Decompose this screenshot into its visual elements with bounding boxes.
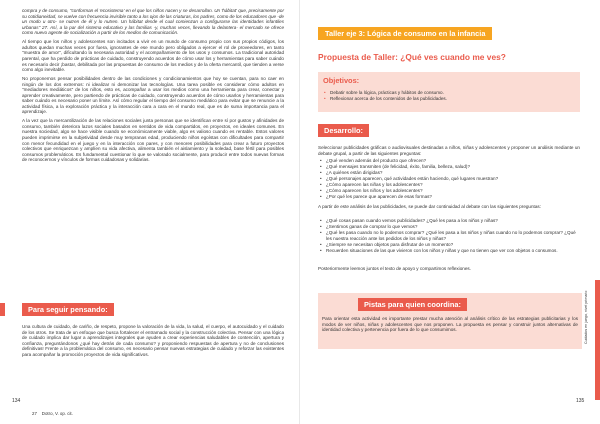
page-number-right: 135 — [576, 398, 585, 404]
intro-paragraph-2: Al tiempo que los niños y adolescentes son incitados a vivir en un mundo de consumo propio con sus propios códigos, los adultos quedan muchas veces por fuera, ignorantes de ese mundo pero obligados a ejercer el rol de proveedores, en tanto "muestra de amor", dificultando la necesaria autoridad y el acompañamiento de los usos y consumos. La tradicional autoridad parental, que ha perdido de prácticas de cuidado, construyendo acuerdos de cómo usar los y herramientas para saber cuándo es necesario decir ¡basta!, debilitada por las propuestas de consumo de los medios y de la oferta mercantil, que tienden a verse como algo inevitable. — [22, 39, 284, 73]
question-item: • ¿Qué les pasa cuando no lo podemos comprar? ¿Qué les pasa a los niños y niñas cuando no lo podemos comprar? ¿Qué les nuestra reacción ante los pedidos de los niños y niñas? — [320, 230, 578, 242]
question-item: • ¿Qué cosas pasan cuando vemos publicidades? ¿Qué les pasa a los niños y niñas? — [320, 218, 578, 224]
questions-list-1 — [320, 158, 578, 200]
footnote-number: 27 — [32, 411, 37, 416]
section-bar-right — [595, 280, 600, 400]
section-label-desarrollo: Desarrollo: — [318, 124, 369, 137]
closing-paragraph: Una cultura de cuidado, de cariño, de respeto, propone la valoración de la vida, la salud, el cuerpo, el autocuidado y el cuidado de los otros. Se trata de un enfoque que busca fortalecer el entramado social y la construcción colectiva. Pensar con una lógica de cuidado implica dar lugar a aprendizajes integrales que ayuden a crear experiencias saludables de contención, apertura y confianza, preguntándonos ¿qué hay detrás de cada consumo? y proponiendo respuestas de apertura y no de conclusiones definitivas! Frente a la problemática del consumo, es necesario pensar nuevas estrategias de cuidado y reforzar las existentes para acompañar la promoción proyectos de vida significativos. — [22, 324, 284, 357]
question-item: • ¿Qué venden además del producto que ofrecen? — [320, 158, 578, 164]
objetivo-item: • Debatir sobre la lógica, prácticas y hábitos de consumo. — [324, 90, 574, 96]
questions-list-2 — [320, 218, 578, 254]
section-label-seguir-pensando: Para seguir pensando: — [22, 303, 114, 316]
objetivos-list — [324, 90, 574, 102]
question-item: • ¿Cómo aparecen las niñas y los adolescentes? — [320, 182, 578, 188]
question-item: • Recuerden situaciones de las que vivieron con los niños y niñas y que no tienen que ver con objetos o consumos. — [320, 248, 578, 254]
vertical-credit: Cuidados en juego, nivel primario — [584, 290, 588, 344]
question-item: • ¿Por qué les parece que aparecen de esas formas? — [320, 194, 578, 200]
objetivo-item: • Reflexionar acerca de los contenidos de las publicidades. — [324, 96, 574, 102]
workshop-tab: Taller eje 3: Lógica de consumo en la infancia — [318, 27, 492, 40]
objetivos-title: Objetivos: — [323, 76, 360, 85]
objetivos-box — [318, 72, 580, 112]
proposal-title: Propuesta de Taller: ¿Qué ves cuando me ves? — [318, 52, 506, 62]
page-number-left: 134 — [12, 398, 21, 404]
footnote — [32, 411, 73, 416]
question-item: • ¿A quiénes están dirigidas? — [320, 170, 578, 176]
footnote-text: Dotro, V. op. cit. — [41, 411, 73, 416]
intro-paragraph-4: A la vez que la mercantilización de las relaciones sociales junta personas que se identifican entre sí por gustos y afinidades de consumo, también deteriora lazos sociales basados en sentidos de vida compartidos, en proyectos, en ideales comunes. En nuestra sociedad, algo se hace visible cuando se económicamente viable, algo es valioso cuando es rentable. Estos valores pueden imprimirse en la subjetividad desde muy tempranas edad, produciendo niños egoístas con dificultades para compartir con menor fecundidad en el juego y en la interacción con pares, y con menores posibilidades para crear a futuro proyectos colectivos que enriquezcan y amplíen su vida afectiva, alimenta también el aislamiento y la soledad, base fértil para posibles consumos problemáticos. Es fundamental cuestionar lo que se valorado socialmente, para producir entre todos nuevas formas de reconocernos y vínculos de formas cuidadosas y solidarias. — [22, 118, 284, 163]
question-item: • ¿Sentimos ganas de comprar lo que vemos? — [320, 224, 578, 230]
question-item: • ¿Cómo aparecen los niños y los adolescentes? — [320, 188, 578, 194]
section-label-pistas: Pistas para quien coordina: — [358, 298, 467, 311]
right-page — [300, 0, 600, 424]
question-item: • ¿Siempre se necesitan objetos para disfrutar de un momento? — [320, 242, 578, 248]
question-item: • ¿Qué mensajes transmiten (de felicidad, éxito, familia, belleza, salud)? — [320, 164, 578, 170]
section-bar-left — [0, 303, 5, 316]
desarrollo-intro: Seleccionar publicidades gráficas o audiovisuales destinadas a niños, niñas y adolescentes y proponer un análisis mediante un debate grupal, a partir de las siguientes preguntas: — [318, 145, 580, 156]
pistas-text: Para orientar esta actividad es importante prestar mucha atención al análisis crítico de las estrategias publicitarias y los modos de ver niños, niñas y adolescentes que nos proponen. La propuesta es pensar y construir juntos alternativas de identidad colectiva y pertenencia por fuera de lo que consumimos. — [322, 316, 578, 333]
left-intro-text — [22, 8, 284, 166]
intro-paragraph-3: No proponemos pensar posibilidades dentro de las condiciones y condicionamientos que hoy se cuentan, para no caer en ningún de los dos extremos: ni idealizar ni demonizar las tecnologías. Una tarea posible es considerar cómo adultos en "mediadores mediáticos" de los niños, esto es, acompañar a usar los medios como una herramienta para crear, conectar y aprender creativamente, pero partiendo de prácticas de cuidado, construyendo acuerdos de cómo usarlos y herramientas para saber cuándo es necesario poner un límite. Así cómo regular el tiempo del consumo mediático para evitar que se renuncie a la actividad física, a la exploración práctica y la interacción cara a cara en el mundo real, que es de suma importancia para el aprendizaje. — [22, 75, 284, 115]
closing-text — [22, 324, 284, 361]
desarrollo-end: Posteriormente leemos juntos el texto de apoyo y compartimos reflexiones. — [318, 266, 471, 271]
desarrollo-mid: A partir de este análisis de las publicidades, se puede dar continuidad al debate con las siguientes preguntas: — [318, 204, 541, 209]
intro-paragraph-1: compra y de consumo, "conforman el 'ecosistema' en el que los niños nacen y se desarrollan. Un 'hábitat' que, precisamente por su cotidianeidad, se vuelve con frecuencia invisible tanto a los ojos de las criaturas, los padres, como de los educadores que -de un modo u otro- se nutren de él y lo nutren. Un hábitat desde el cual comienzan a configurarse las identidades infantiles urbanas" 27. Así, a la par del sistema educativo y las familias -y, muchas veces, llevando la delantera- el mercado se ofrece como nuevo agente de socialización a partir de los medios de comunicación. — [22, 8, 284, 36]
question-item: • ¿Qué personajes aparecen, qué actividades están haciendo, qué lugares muestran? — [320, 176, 578, 182]
